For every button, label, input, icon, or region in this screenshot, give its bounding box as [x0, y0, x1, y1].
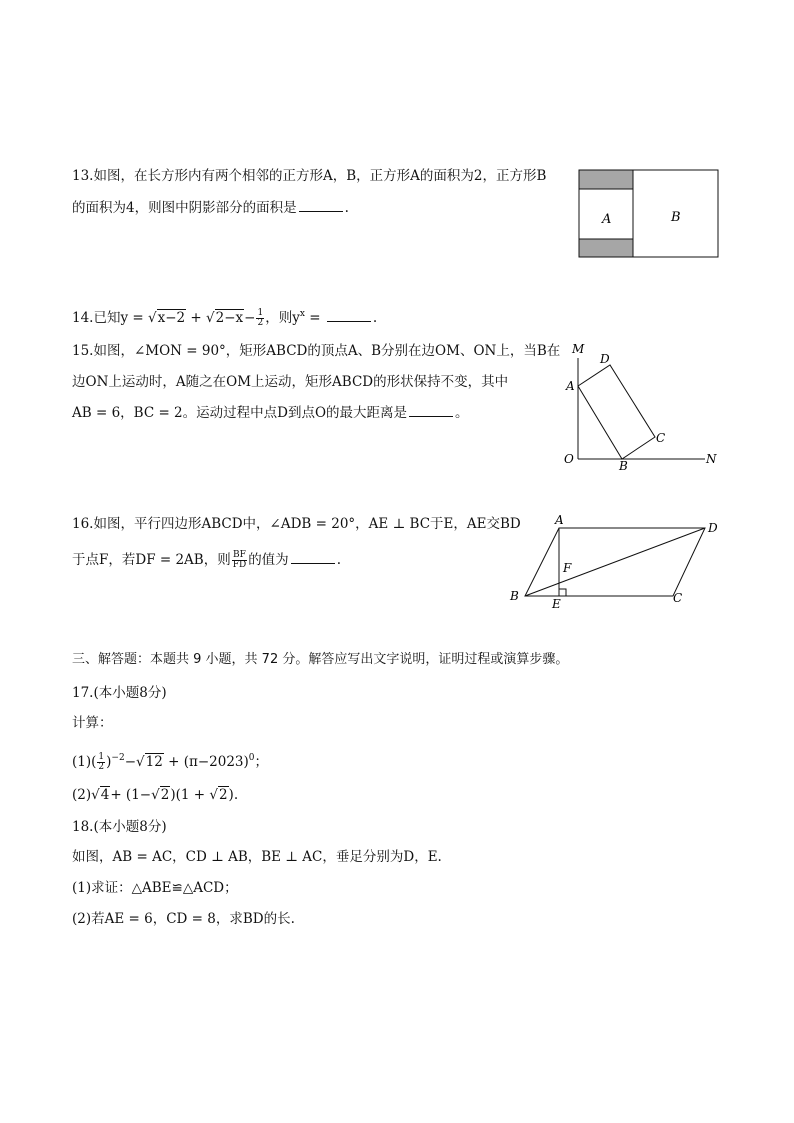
q18-part2: (2)若AE = 6，CD = 8，求BD的长. — [72, 911, 295, 927]
q15-figure — [560, 340, 730, 475]
q18-part1: (1)求证：△ABE≌△ACD； — [72, 880, 238, 896]
q14-sqrt-sign-2: √ — [206, 310, 215, 326]
q15-answer-blank — [409, 404, 453, 417]
q15-label-a: A — [566, 379, 575, 393]
q15-rectangle-abcd — [578, 365, 655, 459]
q16-label-b: B — [510, 589, 519, 603]
q17-p2-end: ). — [228, 787, 239, 803]
q17-title: 17.(本小题8分) — [72, 685, 167, 701]
q15-label-n: N — [706, 452, 717, 466]
q17-p1-sqrt-sign: √ — [136, 754, 145, 770]
q14-radicand-1: x−2 — [157, 310, 186, 326]
q17-p1-radicand: 12 — [145, 754, 163, 770]
q14-end: . — [372, 310, 378, 326]
q18-title: 18.(本小题8分) — [72, 819, 167, 835]
q15-line2: 边ON上运动时，A随之在OM上运动，矩形ABCD的形状保持不变，其中 — [72, 374, 509, 390]
q17-p1-pre: (1)( — [72, 754, 97, 770]
q16-label-c: C — [673, 591, 683, 605]
q14-plus: + — [186, 310, 207, 326]
q15-line3 — [72, 404, 469, 422]
q14-radicand-2: 2−x — [215, 310, 244, 326]
q18-given: 如图，AB = AC，CD ⊥ AB，BE ⊥ AC，垂足分别为D，E. — [72, 849, 442, 865]
q14-frac-den: 2 — [257, 318, 264, 328]
q14-prefix: 14.已知y = — [72, 310, 148, 326]
q16-label-f: F — [563, 561, 572, 575]
q13-answer-blank — [299, 199, 343, 212]
q16-figure — [505, 510, 730, 610]
q17-p2-mid2: )(1 + — [170, 787, 210, 803]
q13-shaded-bottom — [579, 239, 633, 257]
q17-p1-post: + (π−2023) — [163, 754, 249, 770]
q17-p1-end: ； — [254, 754, 268, 770]
q15-label-c: C — [656, 431, 666, 445]
q17-p1-mid: − — [124, 754, 136, 770]
q16-line1: 16.如图，平行四边形ABCD中，∠ADB = 20°，AE ⊥ BC于E，AE交BD — [72, 516, 521, 532]
q13-line2 — [72, 199, 349, 217]
q17-p2-sqrt-sign-2: √ — [151, 787, 160, 803]
q17-p2-radicand-1: 4 — [100, 787, 110, 803]
q17-p2-pre: (2) — [72, 787, 92, 803]
q14-minus: − — [244, 310, 256, 326]
q17-p2-sqrt-sign-3: √ — [209, 787, 218, 803]
q15-label-d: D — [600, 352, 610, 366]
q17-p1-fraction — [97, 753, 105, 772]
q17-intro: 计算： — [72, 715, 113, 731]
q15-line3-text: AB = 6，BC = 2。运动过程中点D到点O的最大距离是 — [72, 405, 408, 421]
q17-p1-frac-num: 1 — [98, 752, 105, 762]
q16-right-angle-mark — [559, 589, 566, 596]
q17-p2-radicand-3: 2 — [218, 787, 228, 803]
q16-answer-blank — [291, 551, 335, 564]
q16-line2-end: . — [336, 552, 341, 568]
q15-label-b: B — [619, 459, 628, 473]
q15-line1: 15.如图，∠MON = 90°，矩形ABCD的顶点A、B分别在边OM、ON上，当B在 — [72, 343, 561, 359]
q15-label-m: M — [572, 342, 585, 356]
q17-p2-sqrt-sign-1: √ — [91, 787, 100, 803]
q13-line2-end: . — [344, 200, 349, 216]
q14-frac-num: 1 — [257, 308, 264, 318]
q16-label-e: E — [552, 597, 561, 610]
q14-fraction — [256, 309, 264, 328]
q16-frac-den: FD — [232, 560, 247, 570]
q16-fraction — [232, 551, 247, 570]
q17-p1-exponent: −2 — [111, 753, 125, 763]
q17-p2-mid1: + (1− — [110, 787, 152, 803]
q17-p1-exponent-2: 0 — [248, 753, 255, 763]
q17-p2-radicand-2: 2 — [160, 787, 170, 803]
q15-label-o: O — [564, 452, 574, 466]
q17-part2 — [72, 786, 238, 804]
section3-header: 三、解答题：本题共 9 小题，共 72 分。解答应写出文字说明，证明过程或演算步骤。 — [72, 652, 569, 667]
q17-p1-close: ) — [106, 754, 112, 770]
q14-sqrt-sign-1: √ — [148, 310, 157, 326]
q16-frac-num: BF — [233, 550, 246, 560]
q13-shaded-top — [579, 170, 633, 189]
q13-label-a: A — [602, 212, 612, 227]
q17-part1 — [72, 749, 268, 772]
q14-exponent: x — [299, 309, 305, 319]
q16-line2-text: 于点F，若DF = 2AB，则 — [72, 552, 231, 568]
q16-line2-mid: 的值为 — [248, 552, 289, 568]
q13-line1: 13.如图，在长方形内有两个相邻的正方形A，B，正方形A的面积为2，正方形B — [72, 168, 547, 184]
q15-line3-end: 。 — [455, 405, 469, 421]
q14-line — [72, 305, 377, 328]
q16-line2 — [72, 551, 341, 570]
q14-eq: = — [304, 310, 325, 326]
q13-label-b: B — [671, 210, 681, 225]
q17-p1-frac-den: 2 — [98, 762, 105, 772]
q14-mid: ，则y — [265, 310, 300, 326]
q14-answer-blank — [327, 309, 371, 322]
q13-figure — [578, 169, 720, 259]
q13-line2-text: 的面积为4，则图中阴影部分的面积是 — [72, 200, 297, 216]
q16-label-a: A — [555, 513, 564, 527]
q16-label-d: D — [708, 521, 718, 535]
